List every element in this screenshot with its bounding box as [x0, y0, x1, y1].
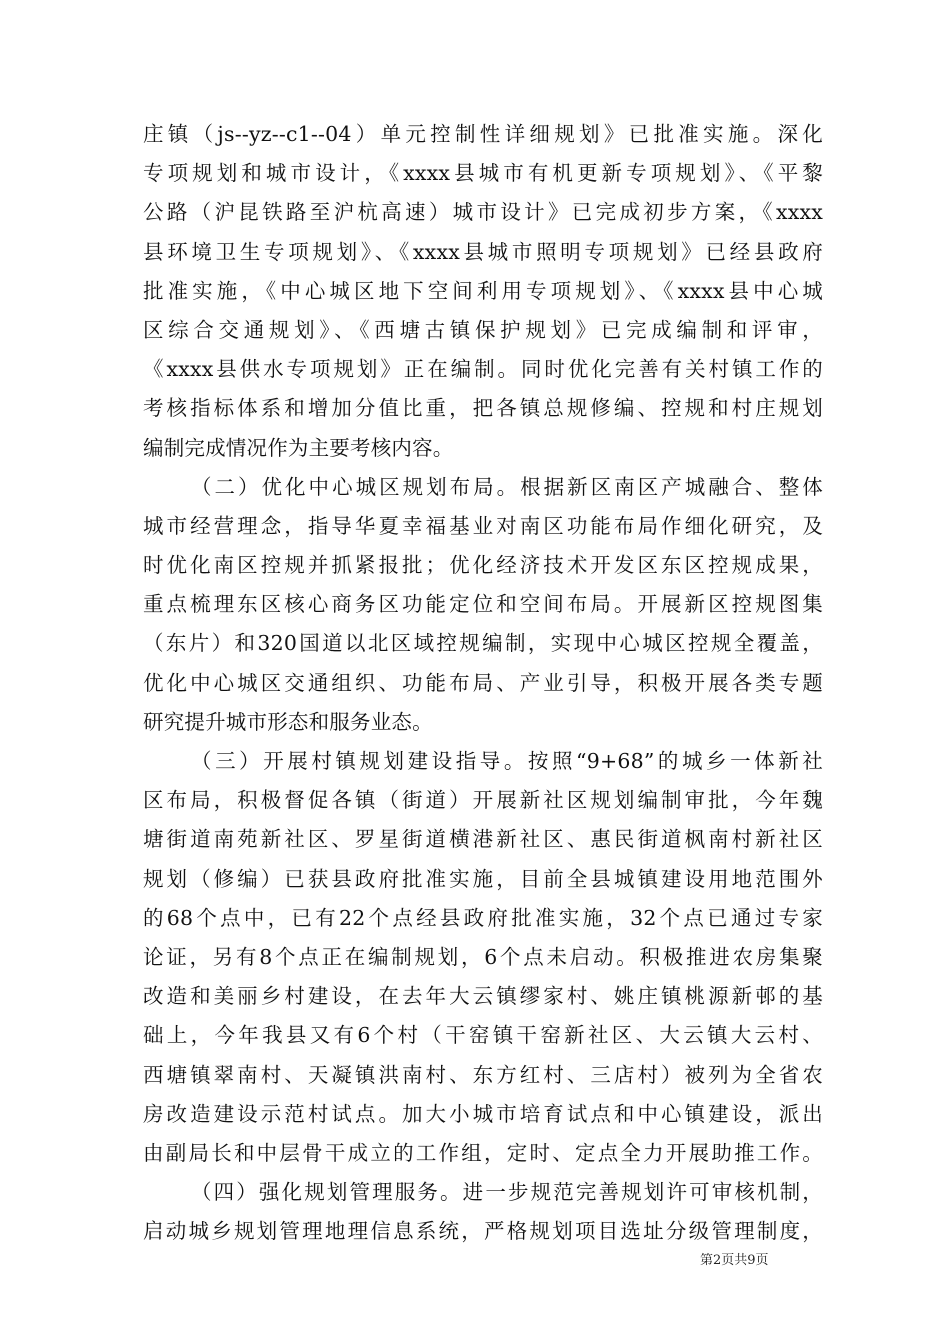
text-line: 庄镇（js--yz--c1--04）单元控制性详细规划》已批准实施。深化 — [143, 122, 823, 146]
text-line: 论证，另有8个点正在编制规划，6个点未启动。积极推进农房集聚 — [143, 944, 823, 969]
page-number: 第2页共9页 — [700, 1253, 769, 1268]
text-line: 研究提升城市形态和服务业态。 — [143, 709, 433, 734]
text-line: 优化中心城区交通组织、功能布局、产业引导，积极开展各类专题 — [143, 670, 823, 695]
text-line: 启动城乡规划管理地理信息系统，严格规划项目选址分级管理制度， — [143, 1219, 823, 1244]
text-line: 时优化南区控规并抓紧报批；优化经济技术开发区东区控规成果， — [143, 553, 823, 578]
text-line: 改造和美丽乡村建设，在去年大云镇缪家村、姚庄镇桃源新邨的基 — [143, 984, 823, 1009]
text-line: 专项规划和城市设计，《xxxx县城市有机更新专项规划》、《平黎 — [143, 161, 823, 186]
text-line: 塘街道南苑新社区、罗星街道横港新社区、惠民街道枫南村新社区 — [143, 827, 823, 852]
text-line: 区布局，积极督促各镇（街道）开展新社区规划编制审批，今年魏 — [143, 788, 823, 813]
text-line: 城市经营理念，指导华夏幸福基业对南区功能布局作细化研究，及 — [143, 513, 823, 538]
text-line: 县环境卫生专项规划》、《xxxx县城市照明专项规划》已经县政府 — [143, 239, 823, 264]
text-line: （东片）和320国道以北区域控规编制，实现中心城区控规全覆盖， — [143, 631, 823, 656]
paragraph-heading-line: （二）优化中心城区规划布局。根据新区南区产城融合、整体 — [191, 474, 823, 499]
paragraph-heading-line: （三）开展村镇规划建设指导。按照“9+68”的城乡一体新社 — [191, 749, 823, 773]
text-line: 的68个点中，已有22个点经县政府批准实施，32个点已通过专家 — [143, 905, 823, 930]
text-line: 规划（修编）已获县政府批准实施，目前全县城镇建设用地范围外 — [143, 866, 823, 891]
text-line: 编制完成情况作为主要考核内容。 — [143, 435, 454, 460]
text-line: 由副局长和中层骨干成立的工作组，定时、定点全力开展助推工作。 — [143, 1140, 823, 1165]
text-line: 公路（沪昆铁路至沪杭高速）城市设计》已完成初步方案，《xxxx — [143, 200, 823, 225]
document-body — [143, 115, 823, 1251]
text-line: 批准实施，《中心城区地下空间利用专项规划》、《xxxx县中心城 — [143, 278, 823, 303]
text-line: 重点梳理东区核心商务区功能定位和空间布局。开展新区控规图集 — [143, 592, 823, 617]
text-line: 考核指标体系和增加分值比重，把各镇总规修编、控规和村庄规划 — [143, 396, 823, 421]
text-line: 础上，今年我县又有6个村（干窑镇干窑新社区、大云镇大云村、 — [143, 1023, 823, 1048]
text-line: 房改造建设示范村试点。加大小城市培育试点和中心镇建设，派出 — [143, 1101, 823, 1126]
text-line: 《xxxx县供水专项规划》正在编制。同时优化完善有关村镇工作的 — [143, 357, 823, 382]
text-line: 区综合交通规划》、《西塘古镇保护规划》已完成编制和评审， — [143, 317, 823, 342]
paragraph-heading-line: （四）强化规划管理服务。进一步规范完善规划许可审核机制， — [191, 1180, 823, 1205]
text-line: 西塘镇翠南村、天凝镇洪南村、东方红村、三店村）被列为全省农 — [143, 1062, 823, 1087]
